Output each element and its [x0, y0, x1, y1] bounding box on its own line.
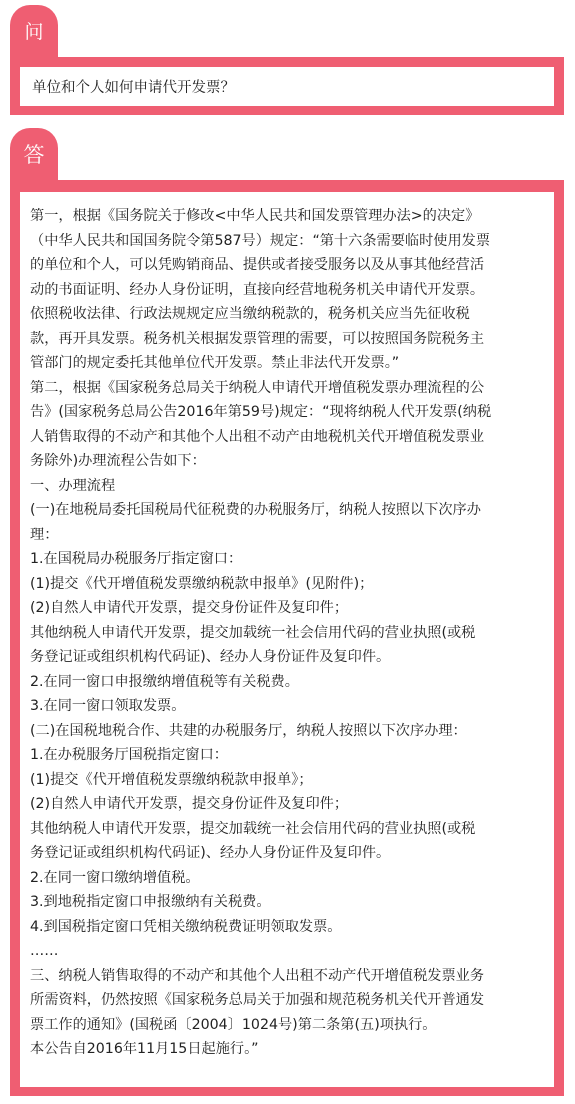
answer-line: 动的书面证明、经办人身份证明，直接向经营地税务机关申请代开发票。	[30, 281, 485, 298]
answer-line: 的单位和个人，可以凭购销商品、提供或者接受服务以及从事其他经营活	[30, 257, 485, 273]
question-tab-label: 问	[24, 21, 44, 43]
answer-line: ……	[30, 943, 59, 959]
answer-line: 其他纳税人申请代开发票，提交加载统一社会信用代码的营业执照(或税	[30, 820, 476, 837]
answer-line: (2)自然人申请代开发票，提交身份证件及复印件；	[30, 796, 349, 812]
answer-line: （中华人民共和国国务院令第587号）规定：“第十六条需要临时使用发票	[30, 232, 491, 249]
answer-line: 3.在同一窗口领取发票。	[30, 698, 186, 714]
answer-line: 一、办理流程	[30, 477, 116, 494]
answer-line: 所需资料，仍然按照《国家税务总局关于加强和规范税务机关代开普通发	[30, 992, 485, 1008]
answer-tab-label: 答	[23, 143, 45, 167]
answer-line: 人销售取得的不动产和其他个人出租不动产由地税机关代开增值税发票业	[30, 428, 485, 445]
answer-line: 务除外)办理流程公告如下：	[30, 453, 206, 469]
answer-line: 票工作的通知》(国税函〔2004〕1024号)第二条第(五)项执行。	[30, 1016, 437, 1033]
answer-line: (1)提交《代开增值税发票缴纳税款申报单》；	[30, 771, 313, 788]
answer-card	[10, 180, 564, 1096]
answer-line: 务登记证或组织机构代码证)、经办人身份证件及复印件。	[30, 845, 391, 861]
answer-line: 告》(国家税务总局公告2016年第59号)规定：“现将纳税人代开发票(纳税	[30, 404, 492, 420]
answer-tab	[10, 128, 58, 180]
answer-line: (二)在国税地税合作、共建的办税服务厅，纳税人按照以下次序办理：	[30, 722, 467, 739]
answer-line: 1.在国税局办税服务厅指定窗口：	[30, 551, 243, 567]
question-tab	[10, 5, 58, 57]
answer-line: 依照税收法律、行政法规规定应当缴纳税款的，税务机关应当先征收税	[30, 306, 470, 322]
answer-line: 2.在同一窗口缴纳增值税。	[30, 869, 200, 886]
answer-panel	[20, 192, 554, 1087]
answer-line: 第二，根据《国家税务总局关于纳税人申请代开增值税发票办理流程的公	[30, 379, 485, 396]
answer-line: 理：	[30, 526, 59, 543]
answer-line: 管部门的规定委托其他单位代开发票。禁止非法代开发票。”	[30, 355, 400, 371]
question-panel	[20, 67, 554, 106]
answer-line: 4.到国税指定窗口凭相关缴纳税费证明领取发票。	[30, 918, 342, 935]
answer-line: 第一，根据《国务院关于修改<中华人民共和国发票管理办法>的决定》	[30, 208, 480, 224]
question-card	[10, 57, 564, 115]
answer-line: 3.到地税指定窗口申报缴纳有关税费。	[30, 894, 271, 910]
answer-line: 三、纳税人销售取得的不动产和其他个人出租不动产代开增值税发票业务	[30, 967, 485, 984]
answer-line: (一)在地税局委托国税局代征税费的办税服务厅，纳税人按照以下次序办	[30, 502, 481, 518]
answer-line: (2)自然人申请代开发票，提交身份证件及复印件；	[30, 600, 349, 616]
answer-line: 务登记证或组织机构代码证)、经办人身份证件及复印件。	[30, 649, 391, 665]
answer-line: 2.在同一窗口申报缴纳增值税等有关税费。	[30, 673, 299, 690]
answer-line: 1.在办税服务厅国税指定窗口：	[30, 747, 228, 763]
answer-line: 本公告自2016年11月15日起施行。”	[30, 1041, 259, 1057]
question-text: 单位和个人如何申请代开发票？	[32, 80, 235, 96]
answer-line: (1)提交《代开增值税发票缴纳税款申报单》(见附件)；	[30, 575, 374, 592]
answer-line: 款，再开具发票。税务机关根据发票管理的需要，可以按照国务院税务主	[30, 330, 485, 347]
answer-line: 其他纳税人申请代开发票，提交加载统一社会信用代码的营业执照(或税	[30, 624, 476, 641]
